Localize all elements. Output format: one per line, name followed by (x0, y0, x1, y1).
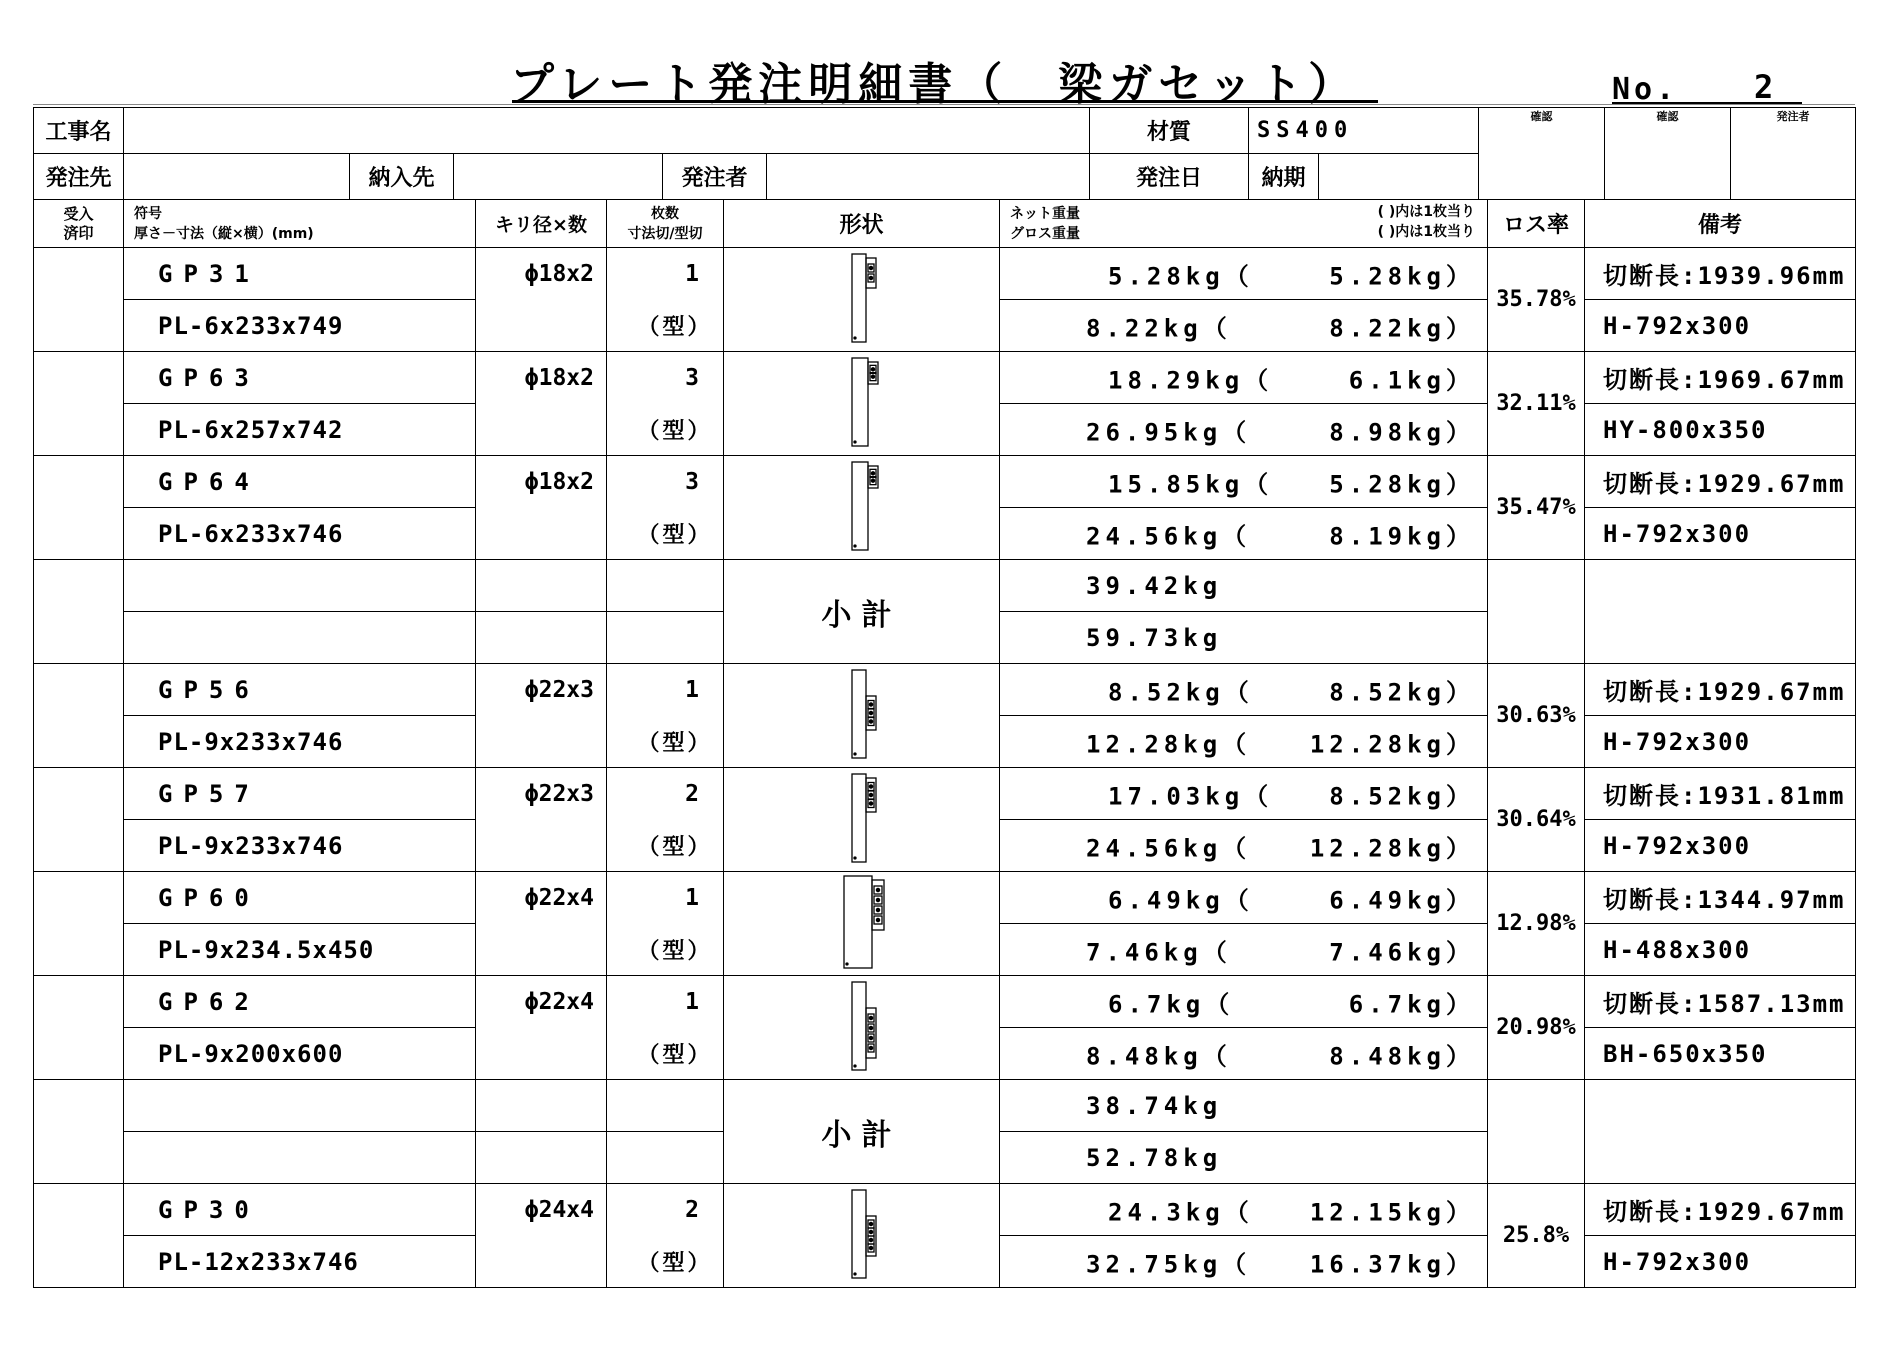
ukeire-header (34, 200, 124, 248)
maisu-header (607, 200, 724, 248)
quantity: 1 (607, 664, 724, 716)
table-row (34, 872, 1856, 924)
part-code: GP64 (124, 456, 476, 508)
fugo-header-1: 符号 (134, 205, 162, 222)
hole-spec: ϕ18x2 (476, 352, 607, 404)
gross-weight-cell (1000, 300, 1488, 352)
net-weight: 18.29kg（ (1108, 366, 1274, 394)
net-weight-cell (1000, 872, 1488, 924)
subtotal-net (1000, 1080, 1488, 1132)
stamp-cell (34, 1184, 124, 1288)
noki-value (1319, 154, 1479, 200)
table-row (34, 456, 1856, 508)
cut-length: 切断長:1929.67mm (1585, 456, 1856, 508)
gross-weight: 8.48kg（ (1086, 1042, 1232, 1070)
loss-rate: 20.98% (1488, 976, 1585, 1080)
gross-weight-per-unit: 12.28kg） (1309, 730, 1475, 758)
subtotal-row (34, 560, 1856, 612)
stamp-cell (34, 1080, 124, 1184)
part-code: GP31 (124, 248, 476, 300)
plate-size: PL-6x233x749 (124, 300, 476, 352)
cut-length: 切断長:1939.96mm (1585, 248, 1856, 300)
hole-spec-blank (476, 300, 607, 352)
subtotal-net-value: 38.74kg (1086, 1091, 1223, 1120)
part-code: GP30 (124, 1184, 476, 1236)
net-weight-cell (1000, 976, 1488, 1028)
gross-weight: 12.28kg（ (1086, 730, 1252, 758)
plate-shape-icon (832, 250, 892, 346)
net-weight-per-unit: 6.49kg） (1329, 886, 1475, 914)
plate-size: PL-9x233x746 (124, 716, 476, 768)
net-weight-per-unit: 5.28kg） (1329, 262, 1475, 290)
document-title: プレート発注明細書（ 梁ガセット） (510, 59, 1359, 110)
shape-cell (724, 664, 1000, 768)
blank-cell (607, 560, 724, 612)
plate-size: PL-9x234.5x450 (124, 924, 476, 976)
net-header: ネット重量 (1010, 205, 1080, 222)
net-weight-per-unit: 6.1kg） (1348, 366, 1475, 394)
kiri-header: キリ径×数 (476, 200, 607, 248)
gross-weight-per-unit: 7.46kg） (1329, 938, 1475, 966)
loss-rate: 30.64% (1488, 768, 1585, 872)
plate-size: PL-6x257x742 (124, 404, 476, 456)
maisu-header-2: 寸法切/型切 (627, 225, 703, 242)
blank-cell (476, 612, 607, 664)
stamp-cell (34, 976, 124, 1080)
stamp-cell (34, 248, 124, 352)
hacchubi-label: 発注日 (1090, 154, 1249, 200)
hacchusha-label: 発注者 (663, 154, 767, 200)
blank-cell (1488, 1080, 1585, 1184)
plate-shape-icon (832, 458, 892, 554)
plate-shape-icon (832, 1186, 892, 1282)
weight-header (1000, 200, 1488, 248)
hole-spec-blank (476, 1236, 607, 1288)
cut-type: （型） (607, 508, 724, 560)
subtotal-gross-value: 52.78kg (1086, 1143, 1223, 1172)
cut-length: 切断長:1929.67mm (1585, 1184, 1856, 1236)
hacchusaki-label: 発注先 (34, 154, 124, 200)
net-weight: 17.03kg（ (1108, 782, 1274, 810)
subtotal-net-value: 39.42kg (1086, 571, 1223, 600)
nonyusaki-label: 納入先 (350, 154, 454, 200)
hole-spec-blank (476, 716, 607, 768)
order-detail-table (33, 199, 1856, 1288)
hole-spec: ϕ22x4 (476, 976, 607, 1028)
part-code: GP56 (124, 664, 476, 716)
loss-header: ロス率 (1488, 200, 1585, 248)
shape-cell (724, 248, 1000, 352)
quantity: 1 (607, 248, 724, 300)
per-unit-note-1: ( )内は1枚当り (1377, 204, 1475, 220)
blank-cell (476, 560, 607, 612)
net-weight-cell (1000, 352, 1488, 404)
stamp-cell (34, 664, 124, 768)
loss-rate: 12.98% (1488, 872, 1585, 976)
gross-weight-per-unit: 8.19kg） (1329, 522, 1475, 550)
gross-header: グロス重量 (1010, 225, 1080, 242)
gross-weight-cell (1000, 1236, 1488, 1288)
table-row (34, 976, 1856, 1028)
net-weight: 6.7kg（ (1108, 990, 1235, 1018)
cut-type: （型） (607, 1236, 724, 1288)
blank-cell (476, 1080, 607, 1132)
hole-spec: ϕ22x4 (476, 872, 607, 924)
shape-cell (724, 768, 1000, 872)
loss-rate: 30.63% (1488, 664, 1585, 768)
title-underline (512, 100, 1378, 103)
cut-type: （型） (607, 924, 724, 976)
subtotal-label: 小計 (724, 560, 1000, 664)
quantity: 2 (607, 768, 724, 820)
beam-section: H-488x300 (1585, 924, 1856, 976)
plate-shape-icon (832, 770, 892, 866)
gross-weight-cell (1000, 404, 1488, 456)
beam-section: HY-800x350 (1585, 404, 1856, 456)
net-weight: 24.3kg（ (1108, 1198, 1254, 1226)
blank-cell (1585, 1080, 1856, 1184)
gross-weight-per-unit: 8.48kg） (1329, 1042, 1475, 1070)
part-code: GP60 (124, 872, 476, 924)
stamp-cell (34, 456, 124, 560)
ukeire-header-2: 済印 (63, 223, 94, 242)
ukeire-header-1: 受入 (63, 204, 94, 223)
stamp-box-1: 確認 (1479, 108, 1605, 200)
subtotal-row (34, 1080, 1856, 1132)
gross-weight: 32.75kg（ (1086, 1250, 1252, 1278)
net-weight-per-unit: 5.28kg） (1329, 470, 1475, 498)
remarks-header: 備考 (1585, 200, 1856, 248)
table-row (34, 352, 1856, 404)
fugo-header-2: 厚さ－寸法（縦×横）(mm) (134, 225, 314, 242)
beam-section: BH-650x350 (1585, 1028, 1856, 1080)
cut-length: 切断長:1587.13mm (1585, 976, 1856, 1028)
hole-spec: ϕ18x2 (476, 248, 607, 300)
cut-length: 切断長:1929.67mm (1585, 664, 1856, 716)
stamp-cell (34, 560, 124, 664)
shape-cell (724, 976, 1000, 1080)
hole-spec: ϕ22x3 (476, 664, 607, 716)
shape-cell (724, 872, 1000, 976)
hole-spec-blank (476, 508, 607, 560)
net-weight-per-unit: 8.52kg） (1329, 782, 1475, 810)
gross-weight: 24.56kg（ (1086, 834, 1252, 862)
hole-spec-blank (476, 1028, 607, 1080)
noki-label: 納期 (1249, 154, 1319, 200)
plate-size: PL-6x233x746 (124, 508, 476, 560)
table-row (34, 1184, 1856, 1236)
cut-type: （型） (607, 1028, 724, 1080)
subtotal-label: 小計 (724, 1080, 1000, 1184)
fugo-header (124, 200, 476, 248)
cut-type: （型） (607, 300, 724, 352)
net-weight-per-unit: 12.15kg） (1309, 1198, 1475, 1226)
plate-shape-icon (832, 354, 892, 450)
koji-value (124, 108, 1090, 154)
quantity: 3 (607, 456, 724, 508)
net-weight: 6.49kg（ (1108, 886, 1254, 914)
plate-size: PL-9x233x746 (124, 820, 476, 872)
subtotal-gross (1000, 1132, 1488, 1184)
cut-length: 切断長:1969.67mm (1585, 352, 1856, 404)
shape-cell (724, 1184, 1000, 1288)
zaishitsu-value: SS400 (1249, 108, 1479, 154)
blank-cell (124, 1080, 476, 1132)
net-weight: 5.28kg（ (1108, 262, 1254, 290)
table-row (34, 248, 1856, 300)
part-code: GP62 (124, 976, 476, 1028)
cut-type: （型） (607, 716, 724, 768)
per-unit-note-2: ( )内は1枚当り (1377, 224, 1475, 240)
plate-shape-icon (832, 666, 892, 762)
plate-shape-icon (832, 874, 892, 970)
shape-header: 形状 (724, 200, 1000, 248)
blank-cell (124, 560, 476, 612)
nonyusaki-value (454, 154, 663, 200)
shape-cell (724, 352, 1000, 456)
blank-cell (124, 612, 476, 664)
zaishitsu-label: 材質 (1090, 108, 1249, 154)
cut-length: 切断長:1344.97mm (1585, 872, 1856, 924)
gross-weight-cell (1000, 508, 1488, 560)
subtotal-gross-value: 59.73kg (1086, 623, 1223, 652)
hacchusaki-value (124, 154, 350, 200)
net-weight-cell (1000, 456, 1488, 508)
maisu-header-1: 枚数 (651, 205, 679, 222)
net-weight-cell (1000, 768, 1488, 820)
blank-cell (607, 1080, 724, 1132)
cut-length: 切断長:1931.81mm (1585, 768, 1856, 820)
gross-weight-per-unit: 8.22kg） (1329, 314, 1475, 342)
loss-rate: 25.8% (1488, 1184, 1585, 1288)
hole-spec: ϕ18x2 (476, 456, 607, 508)
net-weight: 8.52kg（ (1108, 678, 1254, 706)
order-header-table (33, 107, 1856, 200)
plate-size: PL-9x200x600 (124, 1028, 476, 1080)
shape-cell (724, 456, 1000, 560)
koji-label: 工事名 (34, 108, 124, 154)
beam-section: H-792x300 (1585, 508, 1856, 560)
top-rule (33, 104, 1855, 105)
table-row (34, 768, 1856, 820)
loss-rate: 32.11% (1488, 352, 1585, 456)
stamp-box-3: 発注者 (1731, 108, 1856, 200)
loss-rate: 35.47% (1488, 456, 1585, 560)
stamp-box-2: 確認 (1605, 108, 1731, 200)
hole-spec-blank (476, 820, 607, 872)
cut-type: （型） (607, 404, 724, 456)
stamp-cell (34, 768, 124, 872)
hole-spec-blank (476, 404, 607, 456)
plate-size: PL-12x233x746 (124, 1236, 476, 1288)
gross-weight: 26.95kg（ (1086, 418, 1252, 446)
gross-weight-cell (1000, 820, 1488, 872)
gross-weight-per-unit: 12.28kg） (1309, 834, 1475, 862)
cut-type: （型） (607, 820, 724, 872)
net-weight-per-unit: 8.52kg） (1329, 678, 1475, 706)
beam-section: H-792x300 (1585, 820, 1856, 872)
hole-spec: ϕ22x3 (476, 768, 607, 820)
quantity: 2 (607, 1184, 724, 1236)
stamp-cell (34, 352, 124, 456)
gross-weight-cell (1000, 716, 1488, 768)
hole-spec: ϕ24x4 (476, 1184, 607, 1236)
gross-weight-cell (1000, 924, 1488, 976)
loss-rate: 35.78% (1488, 248, 1585, 352)
beam-section: H-792x300 (1585, 1236, 1856, 1288)
gross-weight-per-unit: 16.37kg） (1309, 1250, 1475, 1278)
part-code: GP57 (124, 768, 476, 820)
quantity: 3 (607, 352, 724, 404)
blank-cell (476, 1132, 607, 1184)
hacchusha-value (767, 154, 1090, 200)
subtotal-net (1000, 560, 1488, 612)
quantity: 1 (607, 872, 724, 924)
gross-weight-cell (1000, 1028, 1488, 1080)
gross-weight: 7.46kg（ (1086, 938, 1232, 966)
gross-weight: 24.56kg（ (1086, 522, 1252, 550)
net-weight-cell (1000, 248, 1488, 300)
net-weight-cell (1000, 664, 1488, 716)
net-weight-cell (1000, 1184, 1488, 1236)
blank-cell (1585, 560, 1856, 664)
subtotal-gross (1000, 612, 1488, 664)
net-weight-per-unit: 6.7kg） (1348, 990, 1475, 1018)
blank-cell (607, 612, 724, 664)
hole-spec-blank (476, 924, 607, 976)
plate-shape-icon (832, 978, 892, 1074)
gross-weight-per-unit: 8.98kg） (1329, 418, 1475, 446)
sheet-number: 2 (1754, 68, 1774, 106)
quantity: 1 (607, 976, 724, 1028)
stamp-cell (34, 872, 124, 976)
gross-weight: 8.22kg（ (1086, 314, 1232, 342)
part-code: GP63 (124, 352, 476, 404)
blank-cell (607, 1132, 724, 1184)
blank-cell (1488, 560, 1585, 664)
sheet-number-label: No. (1612, 72, 1679, 107)
blank-cell (124, 1132, 476, 1184)
net-weight: 15.85kg（ (1108, 470, 1274, 498)
per-unit-note (1378, 202, 1475, 242)
beam-section: H-792x300 (1585, 300, 1856, 352)
beam-section: H-792x300 (1585, 716, 1856, 768)
table-row (34, 664, 1856, 716)
